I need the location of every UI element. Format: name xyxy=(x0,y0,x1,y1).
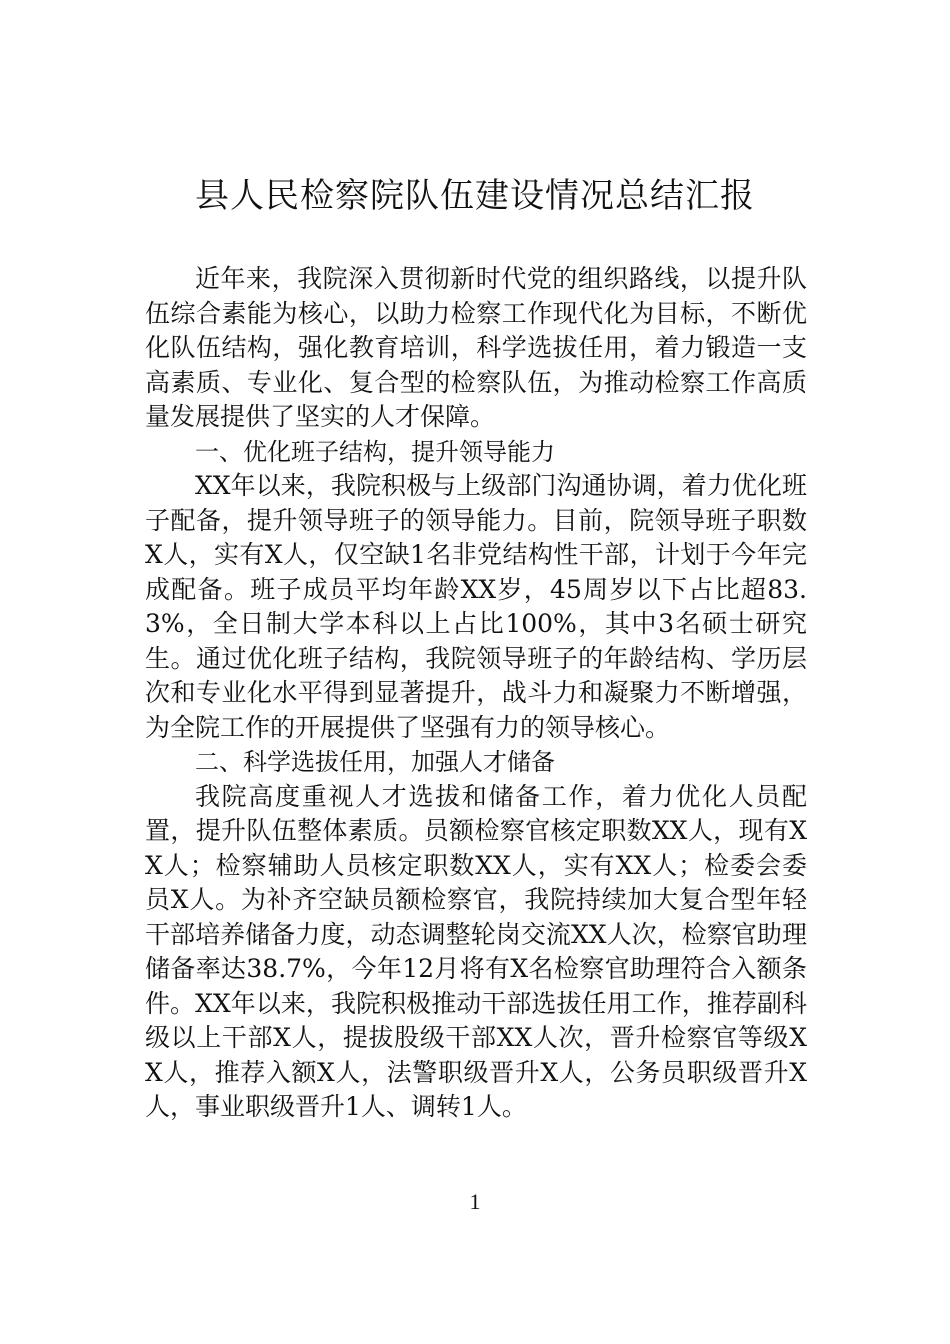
page-number: 1 xyxy=(469,1189,481,1214)
section-heading-2: 二、科学选拔任用，加强人才储备 xyxy=(195,748,555,776)
section-1-paragraph: XX年以来，我院积极与上级部门沟通协调，着力优化班子配备，提升领导班子的领导能力。目前，院领导班子职数X人，实有X人，仅空缺1名非党结构性干部，计划于今年完成配备。班子成员平均年龄XX岁，45周岁以下占比超83.3%，全日制大学本科以上占比100%，其中3名硕士研究生。通过优化班子结构，我院领导班子的年龄结构、学历层次和专业化水平得到显著提升，战斗力和凝聚力不断增强，为全院工作的开展提供了坚强有力的领导核心。 xyxy=(145,471,807,742)
document-body xyxy=(145,262,807,1125)
section-2-paragraph: 我院高度重视人才选拔和储备工作，着力优化人员配置，提升队伍整体素质。员额检察官核定职数XX人，现有XX人；检察辅助人员核定职数XX人，实有XX人；检委会委员X人。为补齐空缺员额检察官，我院持续加大复合型年轻干部培养储备力度，动态调整轮岗交流XX人次，检察官助理储备率达38.7%，今年12月将有X名检察官助理符合入额条件。XX年以来，我院积极推动干部选拔任用工作，推荐副科级以上干部X人，提拔股级干部XX人次，晋升检察官等级XX人，推荐入额X人，法警职级晋升X人，公务员职级晋升X人，事业职级晋升1人、调转1人。 xyxy=(145,781,807,1121)
intro-paragraph: 近年来，我院深入贯彻新时代党的组织路线，以提升队伍综合素能为核心，以助力检察工作现代化为目标，不断优化队伍结构，强化教育培训，科学选拔任用，着力锻造一支高素质、专业化、复合型的检察队伍，为推动检察工作高质量发展提供了坚实的人才保障。 xyxy=(145,264,807,431)
section-heading-1: 一、优化班子结构，提升领导能力 xyxy=(195,437,555,466)
document-title: 县人民检察院队伍建设情况总结汇报 xyxy=(195,176,755,216)
